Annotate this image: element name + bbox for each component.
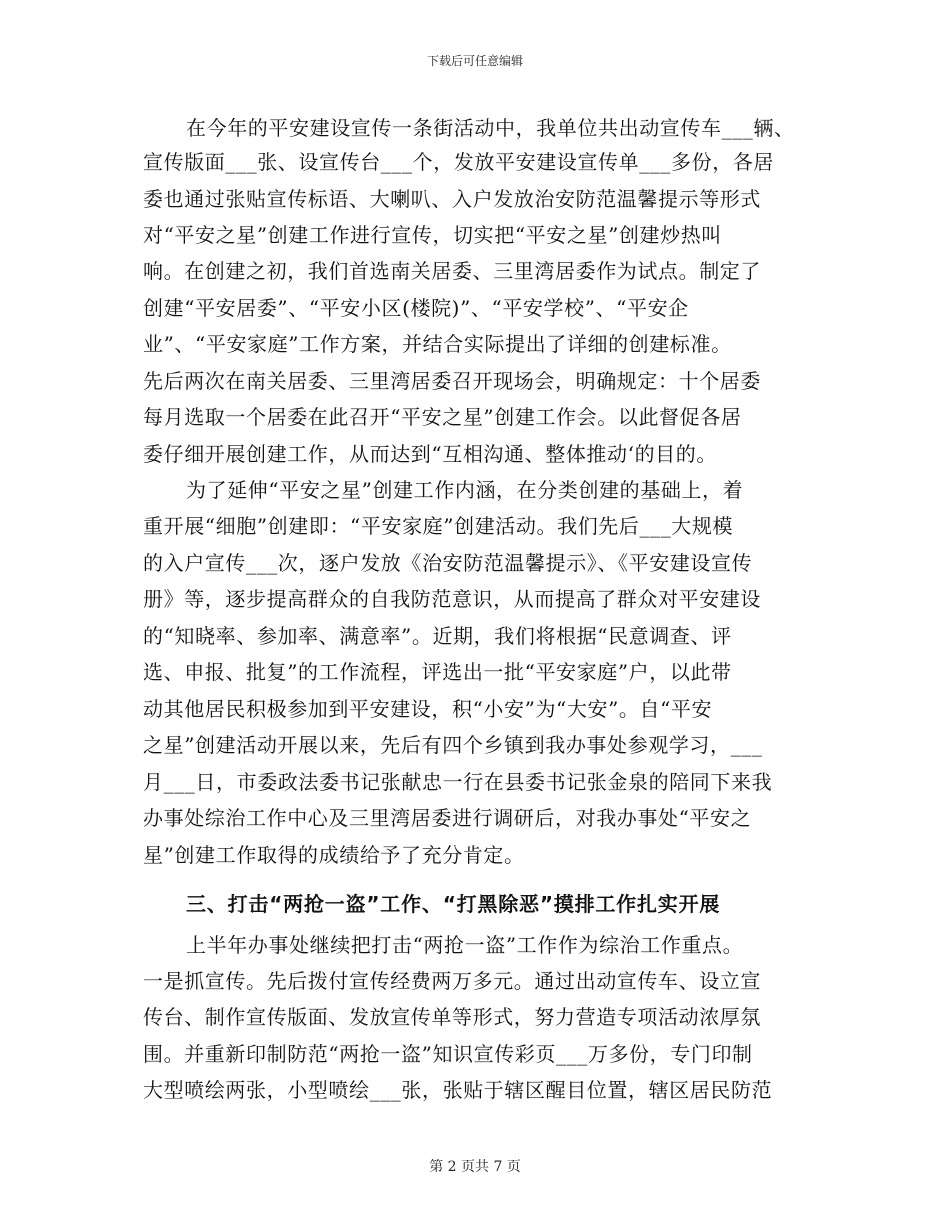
paragraph-line: 响。在创建之初，我们首选南关居委、三里湾居委作为试点。制定了: [143, 259, 761, 283]
paragraph-line: 委仔细开展创建工作，从而达到“互相沟通、整体推动‘的目的。: [143, 442, 717, 466]
page-header: 下载后可任意编辑: [426, 54, 523, 68]
paragraph-line: 每月选取一个居委在此召开“平安之星”创建工作会。以此督促各居: [143, 405, 742, 429]
paragraph-line: 的入户宣传___次，逐户发放《治安防范温馨提示》、《平安建设宣传: [143, 551, 753, 575]
paragraph-line: 选、申报、批复”的工作流程，评选出一批“平安家庭”户，以此带: [143, 660, 732, 684]
paragraph-line: 委也通过张贴宣传标语、大喇叭、入户发放治安防范温馨提示等形式: [143, 187, 761, 211]
paragraph-line: 创建“平安居委”、“平安小区(楼院)”、“平安学校”、“平安企: [143, 296, 689, 320]
paragraph-line: 一是抓宣传。先后拨付宣传经费两万多元。通过出动宣传车、设立宣: [143, 969, 761, 993]
paragraph-line: 对“平安之星”创建工作进行宣传，切实把“平安之星”创建炒热叫: [143, 223, 722, 247]
paragraph-line: 大型喷绘两张，小型喷绘___张，张贴于辖区醒目位置，辖区居民防范: [143, 1078, 773, 1102]
paragraph-line: 上半年办事处继续把打击“两抢一盗”工作作为综治工作重点。: [186, 933, 744, 957]
paragraph-line: 动其他居民积极参加到平安建设，积“小安”为“大安”。自“平安: [143, 697, 713, 721]
paragraph-line: 为了延伸“平安之星”创建工作内涵，在分类创建的基础上，着: [186, 478, 744, 502]
paragraph-line: 宣传版面___张、设宣传台___个，发放平安建设宣传单___多份，各居: [143, 150, 774, 174]
section-heading: 三、打击“两抢一盗”工作、“打黑除恶”摸排工作扎实开展: [186, 892, 721, 916]
paragraph-line: 之星”创建活动开展以来，先后有四个乡镇到我办事处参观学习，___: [143, 733, 763, 757]
paragraph-line: 在今年的平安建设宣传一条街活动中，我单位共出动宣传车___辆、: [186, 116, 795, 140]
paragraph-line: 月___日，市委政法委书记张献忠一行在县委书记张金泉的陪同下来我: [143, 770, 773, 794]
paragraph-line: 办事处综治工作中心及三里湾居委进行调研后，对我办事处“平安之: [143, 806, 752, 830]
paragraph-line: 重开展“细胞”创建即：“平安家庭”创建活动。我们先后___大规模: [143, 514, 734, 538]
paragraph-line: 册》等，逐步提高群众的自我防范意识，从而提高了群众对平安建设: [143, 587, 761, 611]
paragraph-line: 业”、“平安家庭”工作方案，并结合实际提出了详细的创建标准。: [143, 332, 732, 356]
page-footer: 第 2 页共 7 页: [429, 1159, 521, 1175]
paragraph-line: 的“知晓率、参加率、满意率”。近期，我们将根据“民意调查、评: [143, 624, 732, 648]
paragraph-line: 先后两次在南关居委、三里湾居委召开现场会，明确规定：十个居委: [143, 369, 761, 393]
paragraph-line: 传台、制作宣传版面、发放宣传单等形式，努力营造专项活动浓厚氛: [143, 1005, 761, 1029]
paragraph-line: 围。并重新印制防范“两抢一盗”知识宣传彩页___万多份，专门印制: [143, 1042, 753, 1066]
paragraph-line: 星”创建工作取得的成绩给予了充分肯定。: [143, 843, 525, 867]
